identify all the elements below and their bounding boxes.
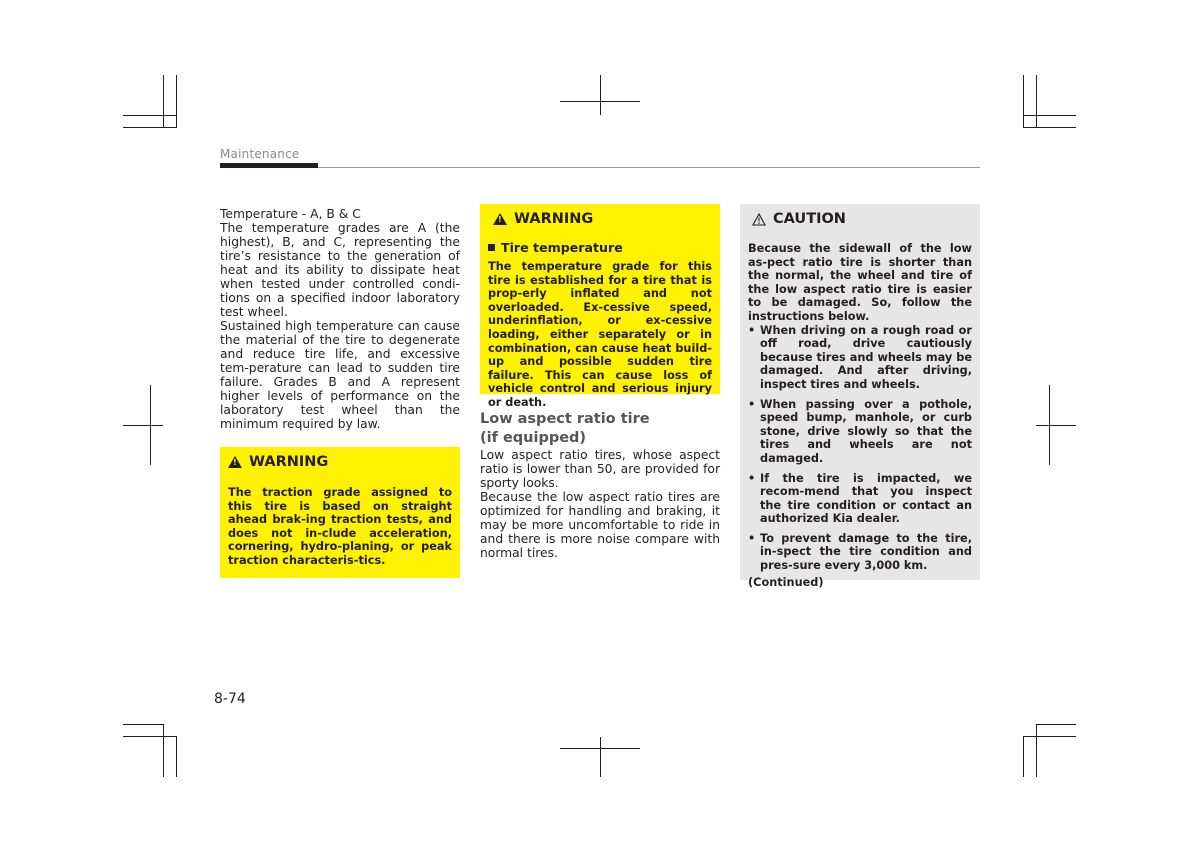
crop-mark [176,75,177,128]
crop-mark [600,75,601,115]
warning-header [228,454,452,470]
warning-text: The temperature grade for this tire is established for a tire that is prop-erly inflated and not overloaded. Ex-cessive speed, underinflation, or ex-cessive loading, either separately or in combination, can cause heat build-up and possible sudden tire failure. This can cause loss of vehicle control and serious injury or death. [488,260,712,409]
crop-mark [123,724,163,725]
header-rule [220,167,980,168]
warning-subtitle-text: Tire temperature [501,240,623,255]
crop-mark [176,736,177,777]
column-middle [480,204,720,560]
crop-mark [1023,115,1076,116]
warning-title: WARNING [249,454,329,470]
paragraph: Low aspect ratio tires, whose aspect ratio is lower than 50, are provided for sporty looks. [480,448,720,490]
crop-mark [163,724,164,777]
column-right [740,204,980,589]
header-bar [220,163,318,168]
crop-mark [560,748,640,749]
crop-mark [1036,724,1076,725]
warning-box-traction [220,447,460,578]
paragraph: Because the low aspect ratio tires are optimized for handling and braking, it may be more uncomfortable to ride in and there is more noise compare with normal tires. [480,490,720,560]
crop-mark [560,101,640,102]
crop-mark [1036,425,1076,426]
page-number: 8-74 [214,691,246,707]
crop-mark [123,115,176,116]
warning-box-tire-temperature [480,204,720,409]
caution-triangle-icon [752,213,766,226]
column-left [220,207,460,578]
paragraph: The temperature grades are A (the highest), B, and C, representing the tire’s resistance to the generation of heat and its ability to dissipate heat when tested under controlled condi-tions on a specified indoor laboratory test wheel. [220,221,460,319]
subheading-temperature: Temperature - A, B & C [220,207,361,221]
crop-mark [1023,127,1076,128]
paragraph: Sustained high temperature can cause the material of the tire to degenerate and reduce tire life, and excessive tem-perature can lead to sudden tire failure. Grades B and A represent higher levels of performance on the laboratory test wheel than the minimum required by law. [220,319,460,431]
caution-title: CAUTION [773,211,846,227]
caution-bullet-list [748,324,972,573]
caution-intro: Because the sidewall of the low as-pect ratio tire is shorter than the normal, the wheel and tire of the low aspect ratio tire is easier to be damaged. So, follow the instructions below. [748,242,972,323]
continued-label: (Continued) [748,575,824,589]
crop-mark [123,736,176,737]
list-item: • When passing over a pothole, speed bump, manhole, or curb stone, drive slowly so that the tires and wheels are not damaged. [748,398,972,466]
warning-triangle-icon [493,213,507,225]
crop-mark [123,127,176,128]
crop-mark [123,425,163,426]
caution-header [752,211,972,227]
crop-mark [600,737,601,777]
crop-mark [163,75,164,128]
crop-mark [1036,75,1037,128]
section-name: Maintenance [220,147,300,161]
warning-header [493,211,712,227]
square-bullet-icon [488,244,495,251]
list-item: • To prevent damage to the tire, in-spect the tire condition and pres-sure every 3,000 km. [748,532,972,573]
list-item: • If the tire is impacted, we recom-mend that you inspect the tire condition or contact an authorized Kia dealer. [748,472,972,526]
crop-mark [1036,724,1037,777]
caution-box [740,204,980,589]
warning-title: WARNING [514,211,594,227]
list-item: • When driving on a rough road or off road, drive cautiously because tires and wheels may be damaged. And after driving, inspect tires and wheels. [748,324,972,392]
crop-mark [1023,736,1024,777]
warning-triangle-icon [228,456,242,468]
warning-subtitle [488,240,712,255]
crop-mark [1023,75,1024,128]
crop-mark [1023,736,1076,737]
section-title-low-aspect: Low aspect ratio tire (if equipped) [480,411,650,446]
warning-text: The traction grade assigned to this tire is based on straight ahead brak-ing traction tests, and does not in-clude acceleration, cornering, hydro-planing, or peak traction characteris-tics. [228,486,452,567]
